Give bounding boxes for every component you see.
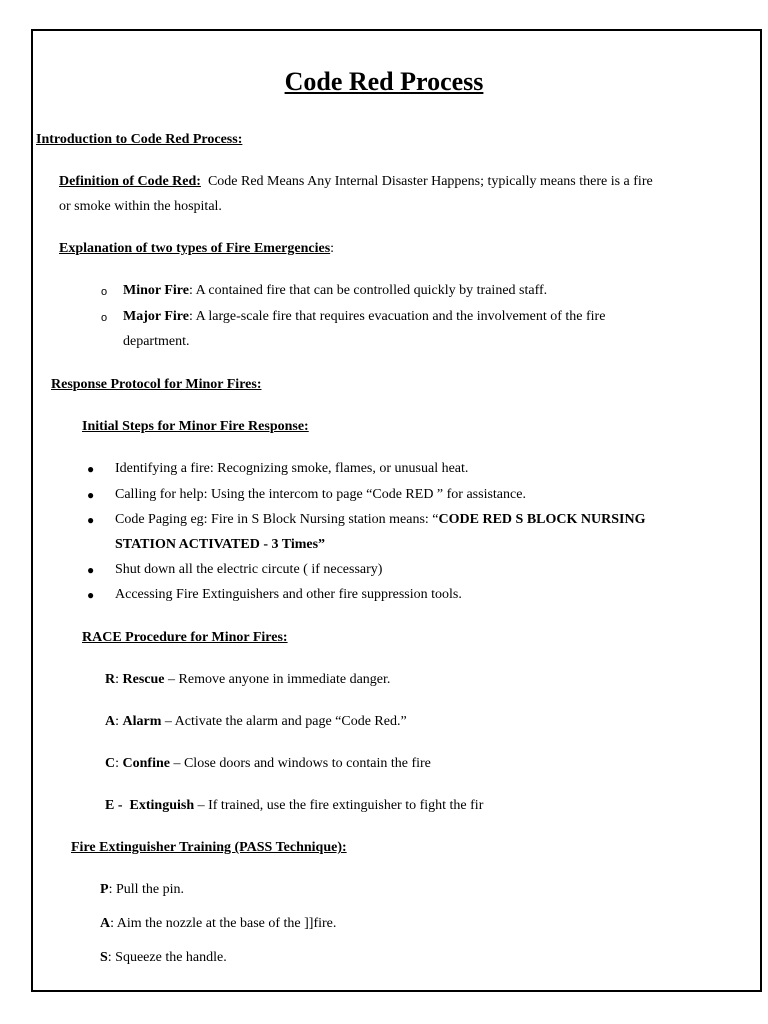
definition-text: Code Red Means Any Internal Disaster Happens; typically means there is a fire bbox=[207, 174, 653, 189]
list-item-minor-fire: Minor Fire: A contained fire that can be controlled quickly by trained staff. bbox=[123, 283, 548, 298]
pass-item-p: P: Pull the pin. bbox=[100, 882, 185, 897]
list-item-code-paging: Code Paging eg: Fire in S Block Nursing station means: “CODE RED S BLOCK NURSING bbox=[115, 512, 646, 527]
response-heading: Response Protocol for Minor Fires: bbox=[51, 377, 262, 392]
bullet: ● bbox=[87, 488, 95, 502]
pass-item-a: A: Aim the nozzle at the base of the ]]fire. bbox=[100, 916, 337, 931]
list-marker: o bbox=[101, 286, 108, 298]
race-item-e: E - Extinguish – If trained, use the fire extinguisher to fight the fir bbox=[105, 798, 484, 813]
race-item-a: A: Alarm – Activate the alarm and page “Code Red.” bbox=[105, 714, 407, 729]
intro-heading: Introduction to Code Red Process: bbox=[36, 132, 243, 147]
race-heading: RACE Procedure for Minor Fires: bbox=[82, 630, 288, 645]
list-item-major-fire: Major Fire: A large-scale fire that requires evacuation and the involvement of the fire bbox=[123, 309, 606, 324]
list-item-code-paging-cont: STATION ACTIVATED - 3 Times” bbox=[115, 537, 326, 552]
initial-steps-heading: Initial Steps for Minor Fire Response: bbox=[82, 419, 309, 434]
definition-line-2: or smoke within the hospital. bbox=[59, 199, 222, 214]
pass-heading: Fire Extinguisher Training (PASS Technique): bbox=[71, 840, 347, 855]
list-item: Identifying a fire: Recognizing smoke, flames, or unusual heat. bbox=[115, 461, 469, 476]
bullet: ● bbox=[87, 563, 95, 577]
list-item: Calling for help: Using the intercom to page “Code RED ” for assistance. bbox=[115, 487, 526, 502]
race-item-r: R: Rescue – Remove anyone in immediate danger. bbox=[105, 672, 391, 687]
list-item-major-fire-cont: department. bbox=[123, 334, 190, 349]
list-marker: o bbox=[101, 312, 108, 324]
race-item-c: C: Confine – Close doors and windows to contain the fire bbox=[105, 756, 431, 771]
bullet: ● bbox=[87, 588, 95, 602]
bullet: ● bbox=[87, 462, 95, 476]
explanation-heading: Explanation of two types of Fire Emergencies: bbox=[59, 241, 335, 256]
bullet: ● bbox=[87, 513, 95, 527]
document-title: Code Red Process bbox=[284, 67, 484, 96]
list-item: Accessing Fire Extinguishers and other fire suppression tools. bbox=[115, 587, 462, 602]
pass-item-s: S: Squeeze the handle. bbox=[100, 950, 227, 965]
definition-label: Definition of Code Red: bbox=[59, 174, 201, 189]
definition-line-1 bbox=[59, 173, 653, 191]
list-item: Shut down all the electric circute ( if necessary) bbox=[115, 562, 383, 577]
